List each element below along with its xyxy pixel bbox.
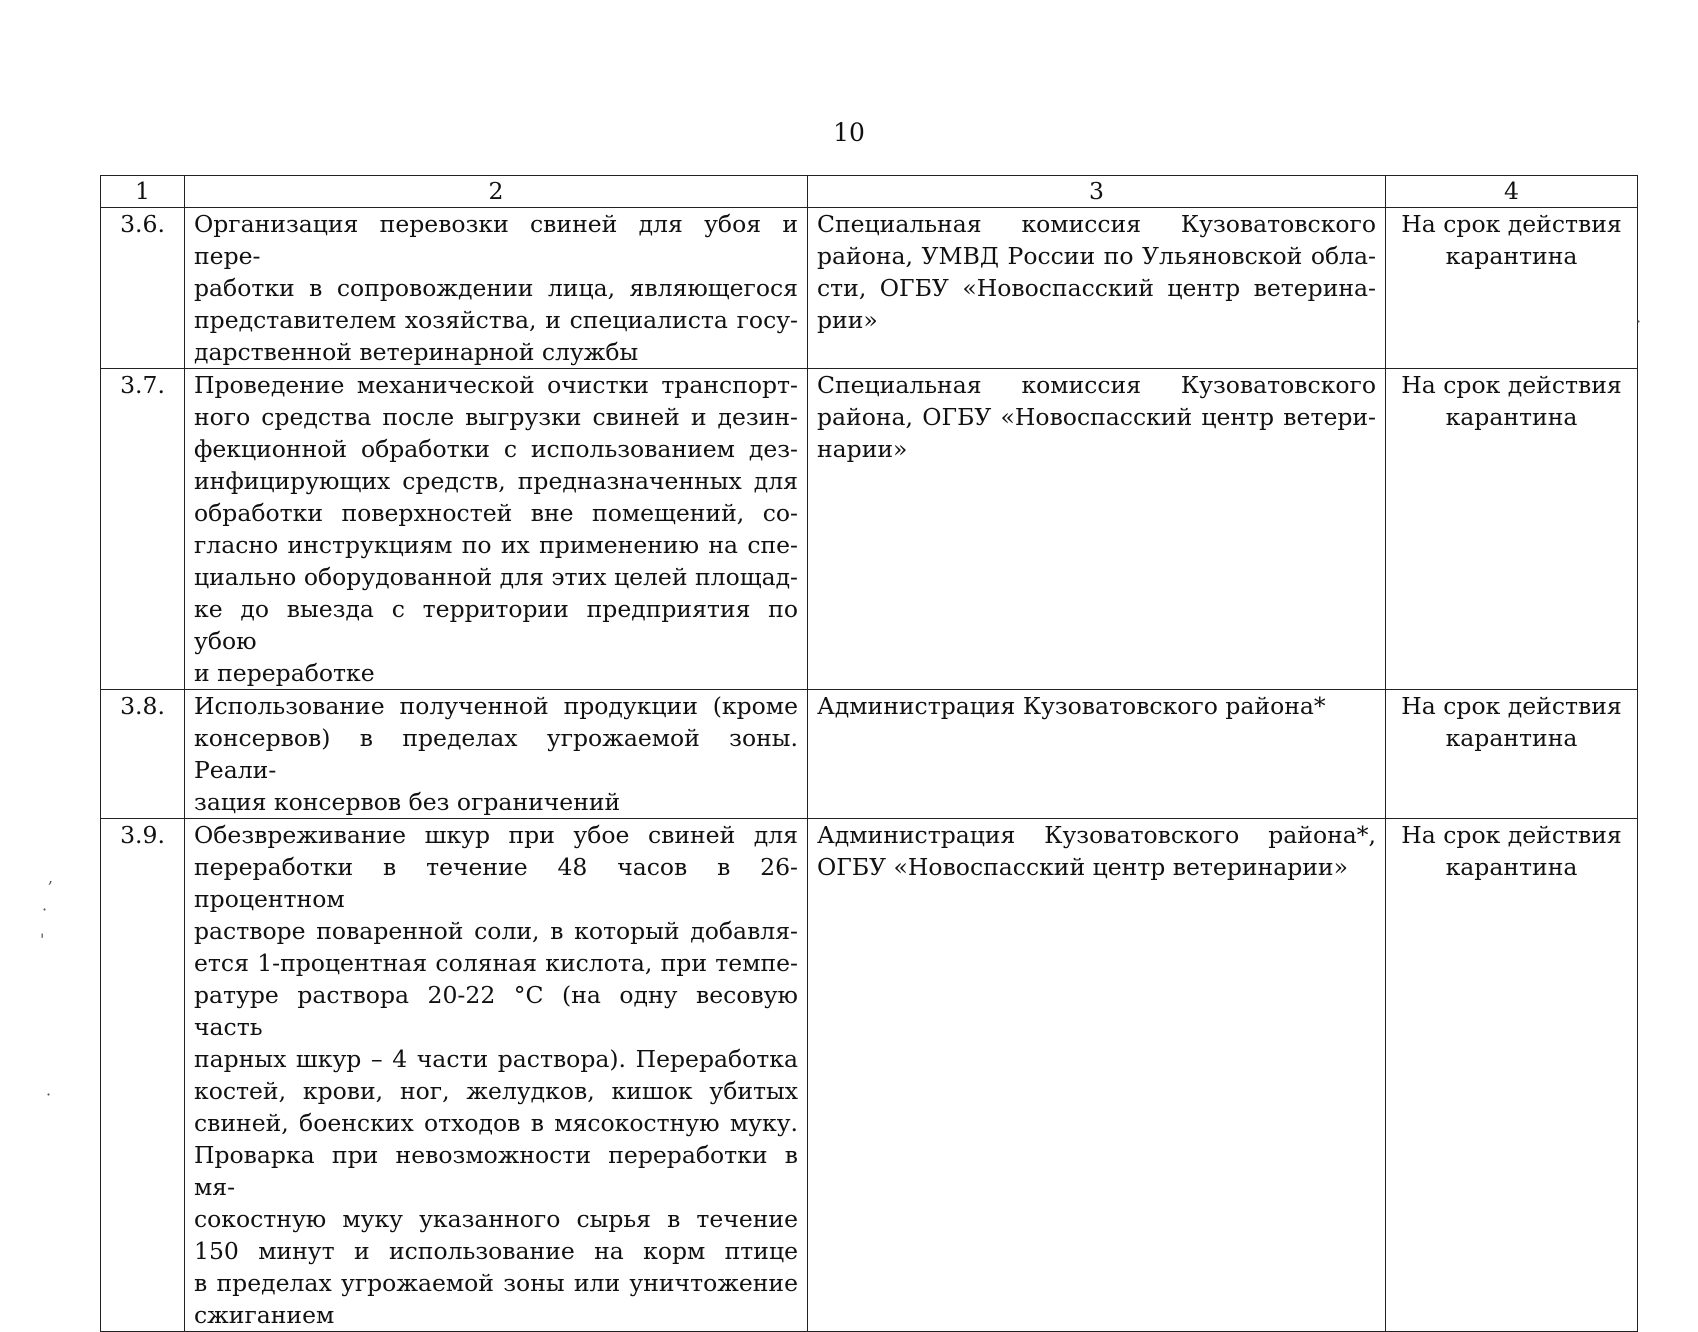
term-cell-line: На срок действия	[1401, 821, 1622, 849]
measure-cell	[185, 819, 808, 1332]
measure-cell-line: и переработке	[194, 659, 375, 687]
term-cell-line: карантина	[1445, 403, 1578, 431]
measure-cell-line: Организация перевозки свиней для убоя и пере-	[194, 210, 798, 270]
term-cell	[1386, 690, 1638, 819]
measure-cell-line: обработки поверхностей вне помещений, со-	[194, 499, 798, 527]
measure-cell-line: растворе поваренной соли, в который добавля-	[194, 917, 798, 945]
measure-cell-line: ратуре раствора 20-22 °С (на одну весовую часть	[194, 981, 798, 1041]
measure-cell-line: 150 минут и использование на корм птице	[194, 1237, 798, 1265]
measure-cell-line: работки в сопровождении лица, являющегося	[194, 274, 798, 302]
measure-cell-line: свиней, боенских отходов в мясокостную муку.	[194, 1109, 798, 1137]
executor-cell-line: Администрация Кузоватовского района*	[817, 692, 1326, 720]
term-cell-line: На срок действия	[1401, 210, 1622, 238]
measure-cell-line: сжиганием	[194, 1301, 335, 1329]
term-cell-line: карантина	[1445, 242, 1578, 270]
executor-cell-line: нарии»	[817, 435, 908, 463]
measure-cell-line: Проварка при невозможности переработки в мя-	[194, 1141, 798, 1201]
scan-mark: ·	[1636, 312, 1642, 331]
measure-cell-line: переработки в течение 48 часов в 26-процентном	[194, 853, 798, 913]
row-number: 3.9.	[101, 819, 185, 1332]
executor-cell-line: рии»	[817, 306, 878, 334]
measure-cell-line: парных шкур – 4 части раствора). Переработка	[194, 1045, 798, 1073]
term-cell	[1386, 369, 1638, 690]
measure-cell-line: дарственной ветеринарной службы	[194, 338, 639, 366]
measure-cell	[185, 369, 808, 690]
measure-cell-line: костей, крови, ног, желудков, кишок убитых	[194, 1077, 798, 1105]
term-cell-line: На срок действия	[1401, 371, 1622, 399]
term-cell	[1386, 208, 1638, 369]
column-header-1: 1	[101, 176, 185, 208]
measure-cell-line: ется 1-процентная соляная кислота, при темпе-	[194, 949, 798, 977]
executor-cell-line: Администрация Кузоватовского района*,	[817, 821, 1376, 849]
measure-cell	[185, 208, 808, 369]
column-header-2: 2	[185, 176, 808, 208]
measure-cell-line: представителем хозяйства, и специалиста госу-	[194, 306, 798, 334]
term-cell	[1386, 819, 1638, 1332]
term-cell-line: карантина	[1445, 724, 1578, 752]
executor-cell-line: Специальная комиссия Кузоватовского	[817, 371, 1376, 399]
executor-cell-line: Специальная комиссия Кузоватовского	[817, 210, 1376, 238]
table-row	[101, 819, 1638, 1332]
row-number: 3.7.	[101, 369, 185, 690]
measure-cell-line: гласно инструкциям по их применению на спе-	[194, 531, 798, 559]
term-cell-line: На срок действия	[1401, 692, 1622, 720]
measure-cell-line: Использование полученной продукции (кроме	[194, 692, 798, 720]
column-header-4: 4	[1386, 176, 1638, 208]
executor-cell-line: сти, ОГБУ «Новоспасский центр ветерина-	[817, 274, 1376, 302]
measure-cell-line: циально оборудованной для этих целей площад-	[194, 563, 798, 591]
measure-cell-line: в пределах угрожаемой зоны или уничтожение	[194, 1269, 798, 1297]
executor-cell	[808, 819, 1386, 1332]
measure-cell-line: Обезвреживание шкур при убое свиней для	[194, 821, 798, 849]
measure-cell-line: Проведение механической очистки транспорт-	[194, 371, 798, 399]
executor-cell	[808, 208, 1386, 369]
executor-cell	[808, 690, 1386, 819]
measure-cell-line: консервов) в пределах угрожаемой зоны. Реали-	[194, 724, 798, 784]
table-row	[101, 690, 1638, 819]
term-cell-line: карантина	[1445, 853, 1578, 881]
table-row	[101, 208, 1638, 369]
row-number: 3.6.	[101, 208, 185, 369]
page-number: 10	[833, 118, 865, 147]
scan-mark: ,	[48, 868, 54, 887]
scan-mark: '	[40, 930, 45, 949]
measure-cell-line: фекционной обработки с использованием дез-	[194, 435, 798, 463]
measure-cell-line: ного средства после выгрузки свиней и дезин-	[194, 403, 798, 431]
table-row	[101, 369, 1638, 690]
column-header-3: 3	[808, 176, 1386, 208]
executor-cell	[808, 369, 1386, 690]
scan-mark: ·	[46, 1085, 52, 1104]
executor-cell-line: района, ОГБУ «Новоспасский центр ветери-	[817, 403, 1376, 431]
measure-cell-line: ке до выезда с территории предприятия по убою	[194, 595, 798, 655]
measure-cell-line: сокостную муку указанного сырья в течение	[194, 1205, 798, 1233]
measure-cell-line: инфицирующих средств, предназначенных для	[194, 467, 798, 495]
row-number: 3.8.	[101, 690, 185, 819]
measure-cell	[185, 690, 808, 819]
measures-table	[100, 175, 1638, 1332]
table-header-row	[101, 176, 1638, 208]
measure-cell-line: зация консервов без ограничений	[194, 788, 621, 816]
scan-mark: ·	[42, 900, 48, 919]
executor-cell-line: района, УМВД России по Ульяновской обла-	[817, 242, 1376, 270]
executor-cell-line: ОГБУ «Новоспасский центр ветеринарии»	[817, 853, 1348, 881]
table-body	[101, 208, 1638, 1332]
